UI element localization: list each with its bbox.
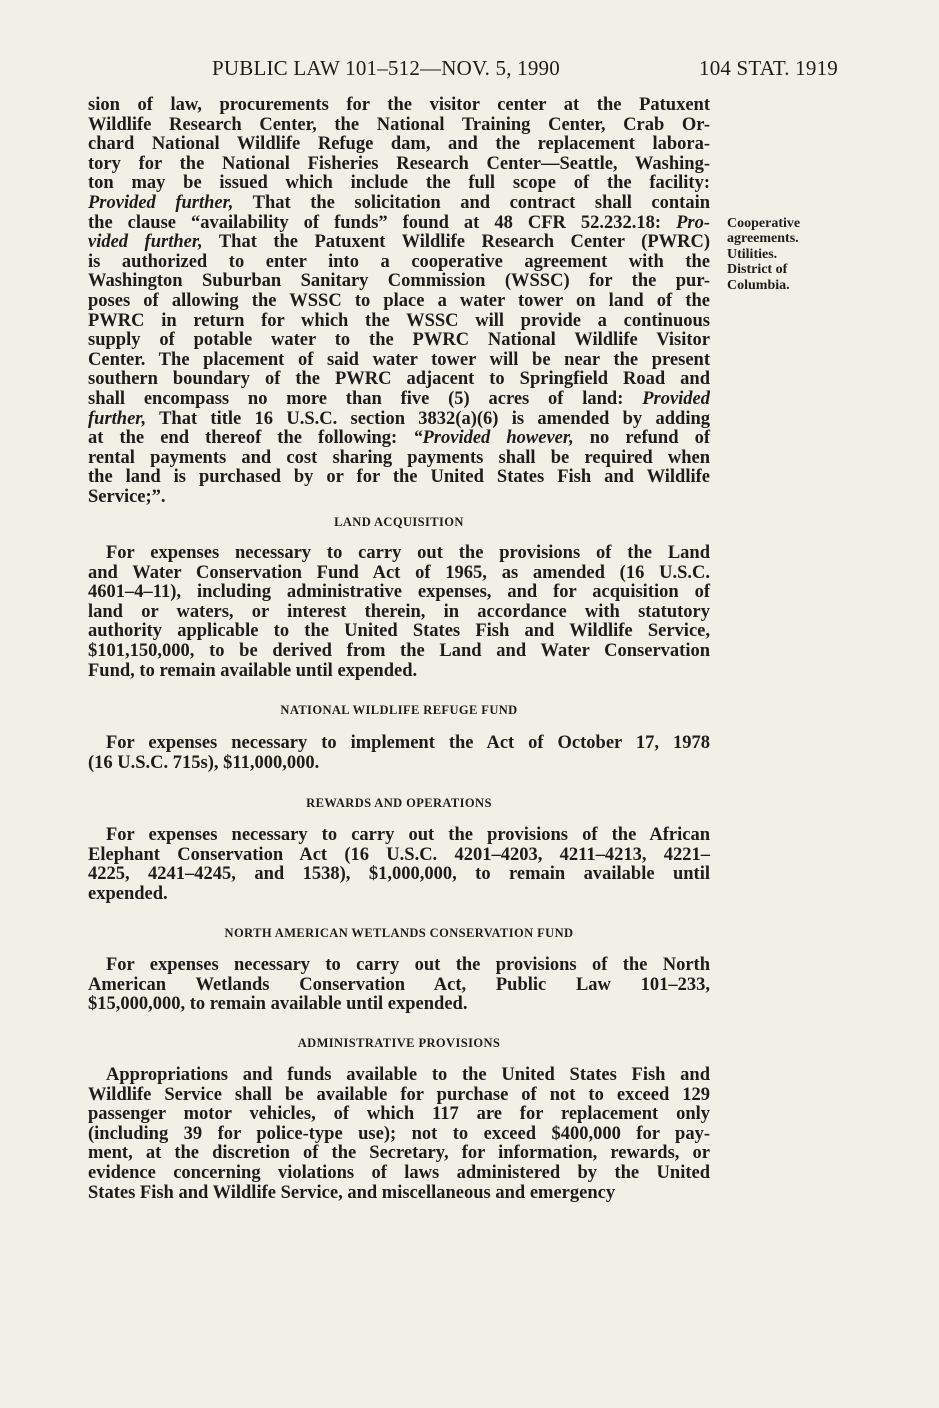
text-line: $15,000,000, to remain available until expended. [88, 994, 468, 1015]
section-text [88, 956, 710, 1015]
section-land-acquisition [88, 513, 710, 533]
section-wetlands-body [88, 956, 710, 1015]
section-heading: ADMINISTRATIVE PROVISIONS [297, 1036, 501, 1050]
text-line: passenger motor vehicles, of which 117 are for replacement only [88, 1104, 710, 1125]
text-line: PWRC in return for which the WSSC will provide a continuous [88, 310, 710, 331]
text-line: American Wetlands Conservation Act, Public Law 101–233, [88, 974, 710, 995]
section-heading: REWARDS AND OPERATIONS [306, 796, 492, 810]
text-line: and Water Conservation Fund Act of 1965, as amended (16 U.S.C. [88, 562, 710, 583]
text-line: evidence concerning violations of laws administered by the United [88, 1162, 710, 1183]
text-line: at the end thereof the following: “Provided however, no refund of [88, 428, 710, 449]
text-line: For expenses necessary to carry out the provisions of the African [106, 825, 710, 845]
section-heading: NATIONAL WILDLIFE REFUGE FUND [280, 703, 518, 717]
page-header-title: PUBLIC LAW 101–512—NOV. 5, 1990 [212, 56, 560, 80]
text-line: supply of potable water to the PWRC National Wildlife Visitor [88, 330, 710, 351]
text-line: For expenses necessary to carry out the provisions of the Land [106, 543, 710, 563]
intro-text [88, 96, 710, 507]
text-line: the clause “availability of funds” found at 48 CFR 52.232.18: Pro- [88, 212, 710, 233]
text-line: Washington Suburban Sanitary Commission (WSSC) for the pur- [88, 271, 710, 292]
section-admin [88, 1034, 710, 1054]
section-text [88, 544, 710, 681]
text-line: shall encompass no more than five (5) acres of land: Provided [88, 388, 710, 409]
text-line: Fund, to remain available until expended. [88, 660, 418, 681]
intro-paragraph [88, 96, 710, 507]
section-admin-body [88, 1066, 710, 1203]
text-line: poses of allowing the WSSC to place a water tower on land of the [88, 290, 710, 311]
section-text [88, 1066, 710, 1203]
text-line: is authorized to enter into a cooperative agreement with the [88, 251, 710, 272]
text-line: ment, at the discretion of the Secretary, for information, rewards, or [88, 1143, 710, 1164]
text-line: vided further, That the Patuxent Wildlife Research Center (PWRC) [88, 232, 711, 253]
text-line: Service;”. [88, 486, 166, 507]
text-line: For expenses necessary to carry out the provisions of the North [106, 955, 710, 975]
text-line: For expenses necessary to implement the Act of October 17, 1978 [106, 733, 710, 753]
section-refuge-fund [88, 701, 710, 721]
text-line: Wildlife Research Center, the National Training Center, Crab Or- [88, 114, 710, 135]
text-line: ton may be issued which include the full scope of the facility: [88, 173, 710, 194]
section-land-acquisition-body [88, 544, 710, 681]
text-line: rental payments and cost sharing payments shall be required when [88, 447, 710, 468]
text-line: (including 39 for police-type use); not to exceed $400,000 for pay- [88, 1123, 710, 1144]
section-text [88, 826, 710, 904]
margin-note-line: Cooperative [727, 216, 801, 231]
text-line: States Fish and Wildlife Service, and miscellaneous and emergency [88, 1182, 616, 1203]
text-line: authority applicable to the United States Fish and Wildlife Service, [88, 621, 710, 642]
text-line: sion of law, procurements for the visitor center at the Patuxent [88, 95, 710, 115]
text-line: land or waters, or interest therein, in accordance with statutory [88, 601, 710, 622]
page-header-stat: 104 STAT. 1919 [699, 56, 838, 80]
margin-note-line: Utilities. [727, 246, 778, 262]
text-line: the land is purchased by or for the United States Fish and Wildlife [88, 467, 710, 488]
section-heading: LAND ACQUISITION [334, 515, 464, 529]
section-rewards-body [88, 826, 710, 904]
margin-note-line: Columbia. [727, 277, 790, 293]
text-line: (16 U.S.C. 715s), $11,000,000. [88, 752, 320, 773]
text-line: $101,150,000, to be derived from the Land and Water Conservation [88, 640, 710, 661]
text-line: further, That title 16 U.S.C. section 3832(a)(6) is amended by adding [88, 408, 710, 429]
text-line: 4601–4–11), including administrative expenses, and for acquisition of [88, 582, 710, 603]
text-line: chard National Wildlife Refuge dam, and the replacement labora- [88, 134, 710, 155]
margin-note-line: District of [727, 262, 788, 278]
text-line: Appropriations and funds available to the United States Fish and [106, 1065, 710, 1085]
section-text [88, 734, 710, 773]
text-line: 4225, 4241–4245, and 1538), $1,000,000, to remain available until [88, 864, 710, 885]
text-line: tory for the National Fisheries Research Center—Seattle, Washing- [88, 153, 710, 174]
text-line: Wildlife Service shall be available for purchase of not to exceed 129 [88, 1084, 710, 1105]
margin-note-line: agreements. [727, 231, 799, 247]
text-line: southern boundary of the PWRC adjacent to Springfield Road and [88, 369, 710, 390]
margin-note [727, 216, 800, 293]
text-line: Elephant Conservation Act (16 U.S.C. 4201–4203, 4211–4213, 4221– [88, 844, 710, 865]
text-line: expended. [88, 883, 168, 904]
text-line: Center. The placement of said water tower will be near the present [88, 349, 710, 370]
section-rewards [88, 794, 710, 814]
section-heading: NORTH AMERICAN WETLANDS CONSERVATION FUND [224, 926, 574, 940]
section-refuge-fund-body [88, 734, 710, 773]
section-wetlands [88, 924, 710, 944]
text-line: Provided further, That the solicitation and contract shall contain [88, 192, 711, 213]
